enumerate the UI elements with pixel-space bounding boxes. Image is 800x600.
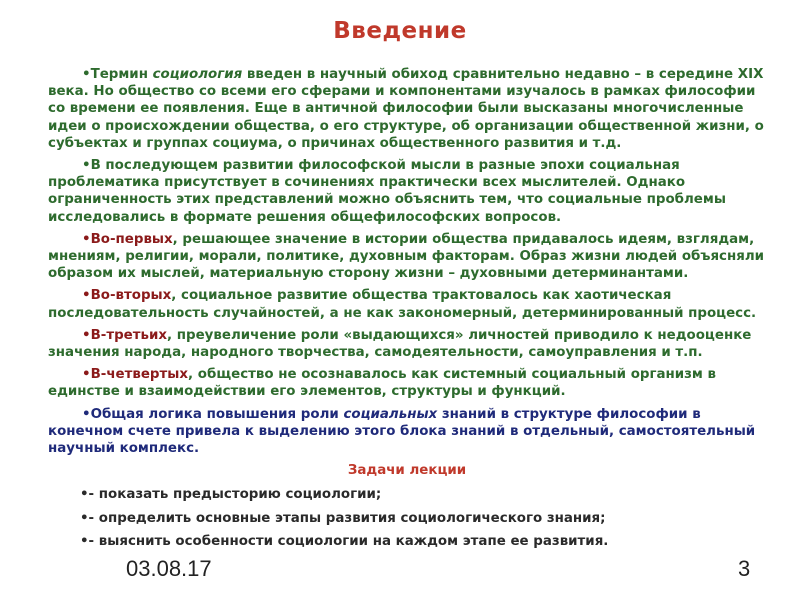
paragraph-third bbox=[48, 327, 766, 361]
key-word-first: Во-первых bbox=[90, 231, 173, 247]
paragraph-term-sociology bbox=[48, 66, 766, 152]
paragraph-text: В последующем развитии философской мысли в разные эпохи социальная проблематика присутствует в сочинениях практически всех мыслителей. Однако ограниченность этих представлений можно объяснить тем, что социальные проблемы исследовались в формате решения общефилософских вопросов. bbox=[48, 158, 726, 225]
paragraph-text: , решающее значение в истории общества придавалось идеям, взглядам, мнениям, религии, морали, политике, духовным факторам. Образ жизни людей объясняли образом их мыслей, материальную сторону жизни – духовными детерминантами. bbox=[48, 231, 765, 282]
page-number: 3 bbox=[738, 556, 751, 581]
task-item: •- определить основные этапы развития социологического знания; bbox=[80, 510, 606, 526]
paragraph-lead: Термин bbox=[90, 67, 153, 82]
bullet: • bbox=[82, 367, 91, 383]
paragraph-text: , общество не осознавалось как системный социальный организм в единстве и взаимодействии его элементов, структуры и функций. bbox=[48, 367, 717, 400]
bullet: • bbox=[82, 231, 91, 247]
slide-body bbox=[48, 66, 766, 556]
paragraph-text: , социальное развитие общества трактовалось как хаотическая последовательность случайностей, а не как закономерный, детерминированный процесс. bbox=[48, 288, 757, 321]
bullet: • bbox=[82, 67, 91, 82]
bullet: • bbox=[82, 406, 91, 422]
key-word-second: Во-вторых bbox=[90, 288, 172, 304]
paragraph-text: введен в научный обиход сравнительно недавно – в середине XIX века. Но общество со всеми его сферами и компонентами изучалось в рамках философии со времени ее появления. Еще в античной философии были высказаны многочисленные идеи о происхождении общества, о его структуре, об организации общественной жизни, о субъектах и группах социума, о причинах общественного развития и т.д. bbox=[48, 67, 764, 151]
paragraph-second bbox=[48, 287, 766, 321]
bullet: • bbox=[82, 327, 91, 343]
tasks-heading: Задачи лекции bbox=[347, 463, 467, 479]
paragraph-text: знаний в структуре философии в конечном счете привела к выделению этого блока знаний в отдельный, самостоятельный научный комплекс. bbox=[48, 406, 756, 457]
term-social: социальных bbox=[343, 406, 438, 422]
key-word-third: В-третьих bbox=[90, 327, 168, 343]
bullet: • bbox=[82, 158, 91, 174]
paragraph-fourth bbox=[48, 366, 766, 400]
key-word-fourth: В-четвертых bbox=[90, 367, 189, 383]
term-sociology: социология bbox=[152, 67, 243, 82]
paragraph-text: , преувеличение роли «выдающихся» личностей приводило к недооценке значения народа, народного творчества, самодеятельности, самоуправления и т.п. bbox=[48, 327, 752, 361]
slide-date: 03.08.17 bbox=[126, 556, 212, 581]
task-item: •- показать предысторию социологии; bbox=[80, 487, 382, 503]
paragraph-general-logic bbox=[48, 406, 766, 458]
slide-title: Введение bbox=[333, 18, 467, 44]
bullet: • bbox=[82, 288, 91, 304]
paragraph-first bbox=[48, 231, 766, 283]
paragraph-later-development bbox=[48, 157, 766, 226]
task-item: •- выяснить особенности социологии на каждом этапе ее развития. bbox=[80, 533, 609, 549]
paragraph-lead: Общая логика повышения роли bbox=[90, 406, 344, 422]
